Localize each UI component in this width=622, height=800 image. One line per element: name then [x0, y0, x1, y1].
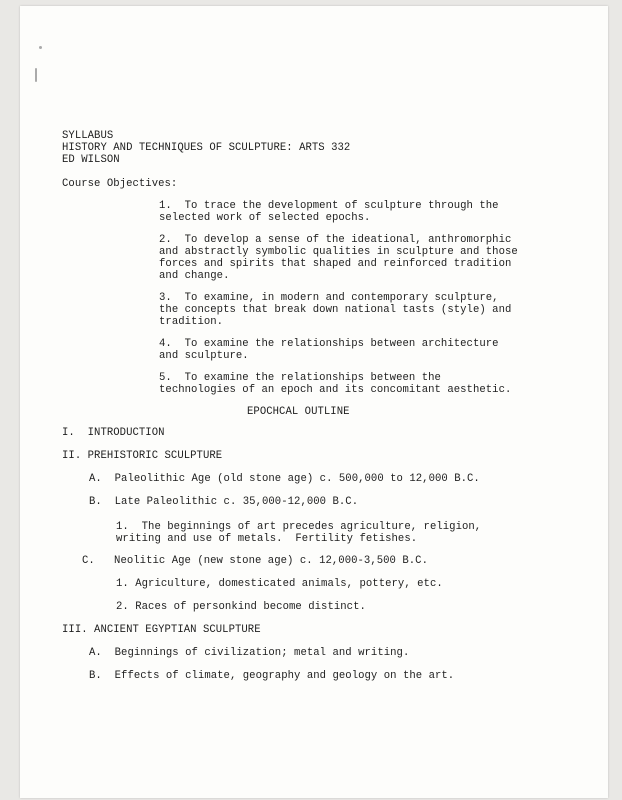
header-line: ED WILSON [62, 154, 120, 166]
outline-heading: EPOCHCAL OUTLINE [247, 406, 350, 418]
document-page [20, 6, 608, 798]
outline-item: A. Paleolithic Age (old stone age) c. 500,000 to 12,000 B.C. [89, 473, 480, 485]
outline-subitem: 1. Agriculture, domesticated animals, pottery, etc. [116, 578, 443, 590]
outline-section: I. INTRODUCTION [62, 427, 165, 439]
outline-item: B. Effects of climate, geography and geology on the art. [89, 670, 455, 682]
objective-line: selected work of selected epochs. [159, 212, 371, 224]
page-speck [39, 46, 42, 49]
header-line: HISTORY AND TECHNIQUES OF SCULPTURE: ARTS 332 [62, 142, 351, 154]
objectives-heading: Course Objectives: [62, 178, 178, 190]
outline-section: III. ANCIENT EGYPTIAN SCULPTURE [62, 624, 261, 636]
objective-line: the concepts that break down national tasts (style) and [159, 304, 512, 316]
objective-line: tradition. [159, 316, 224, 328]
outline-subitem: 2. Races of personkind become distinct. [116, 601, 366, 613]
objective-line: 2. To develop a sense of the ideational, anthromorphic [159, 234, 512, 246]
objective-line: forces and spirits that shaped and reinforced tradition [159, 258, 512, 270]
objective-line: and abstractly symbolic qualities in sculpture and those [159, 246, 518, 258]
objective-line: 3. To examine, in modern and contemporary sculpture, [159, 292, 499, 304]
outline-item: A. Beginnings of civilization; metal and writing. [89, 647, 410, 659]
objective-line: 1. To trace the development of sculpture through the [159, 200, 499, 212]
objective-line: technologies of an epoch and its concomitant aesthetic. [159, 384, 512, 396]
objective-line: and sculpture. [159, 350, 249, 362]
outline-subitem: 1. The beginnings of art precedes agriculture, religion, [116, 521, 482, 533]
outline-section: II. PREHISTORIC SCULPTURE [62, 450, 223, 462]
objective-line: and change. [159, 270, 230, 282]
outline-subitem: writing and use of metals. Fertility fetishes. [116, 533, 418, 545]
outline-item: C. Neolitic Age (new stone age) c. 12,000-3,500 B.C. [82, 555, 428, 567]
objective-line: 4. To examine the relationships between architecture [159, 338, 499, 350]
outline-item: B. Late Paleolithic c. 35,000-12,000 B.C. [89, 496, 359, 508]
page-speck [35, 68, 37, 82]
objective-line: 5. To examine the relationships between the [159, 372, 441, 384]
header-line: SYLLABUS [62, 130, 114, 142]
